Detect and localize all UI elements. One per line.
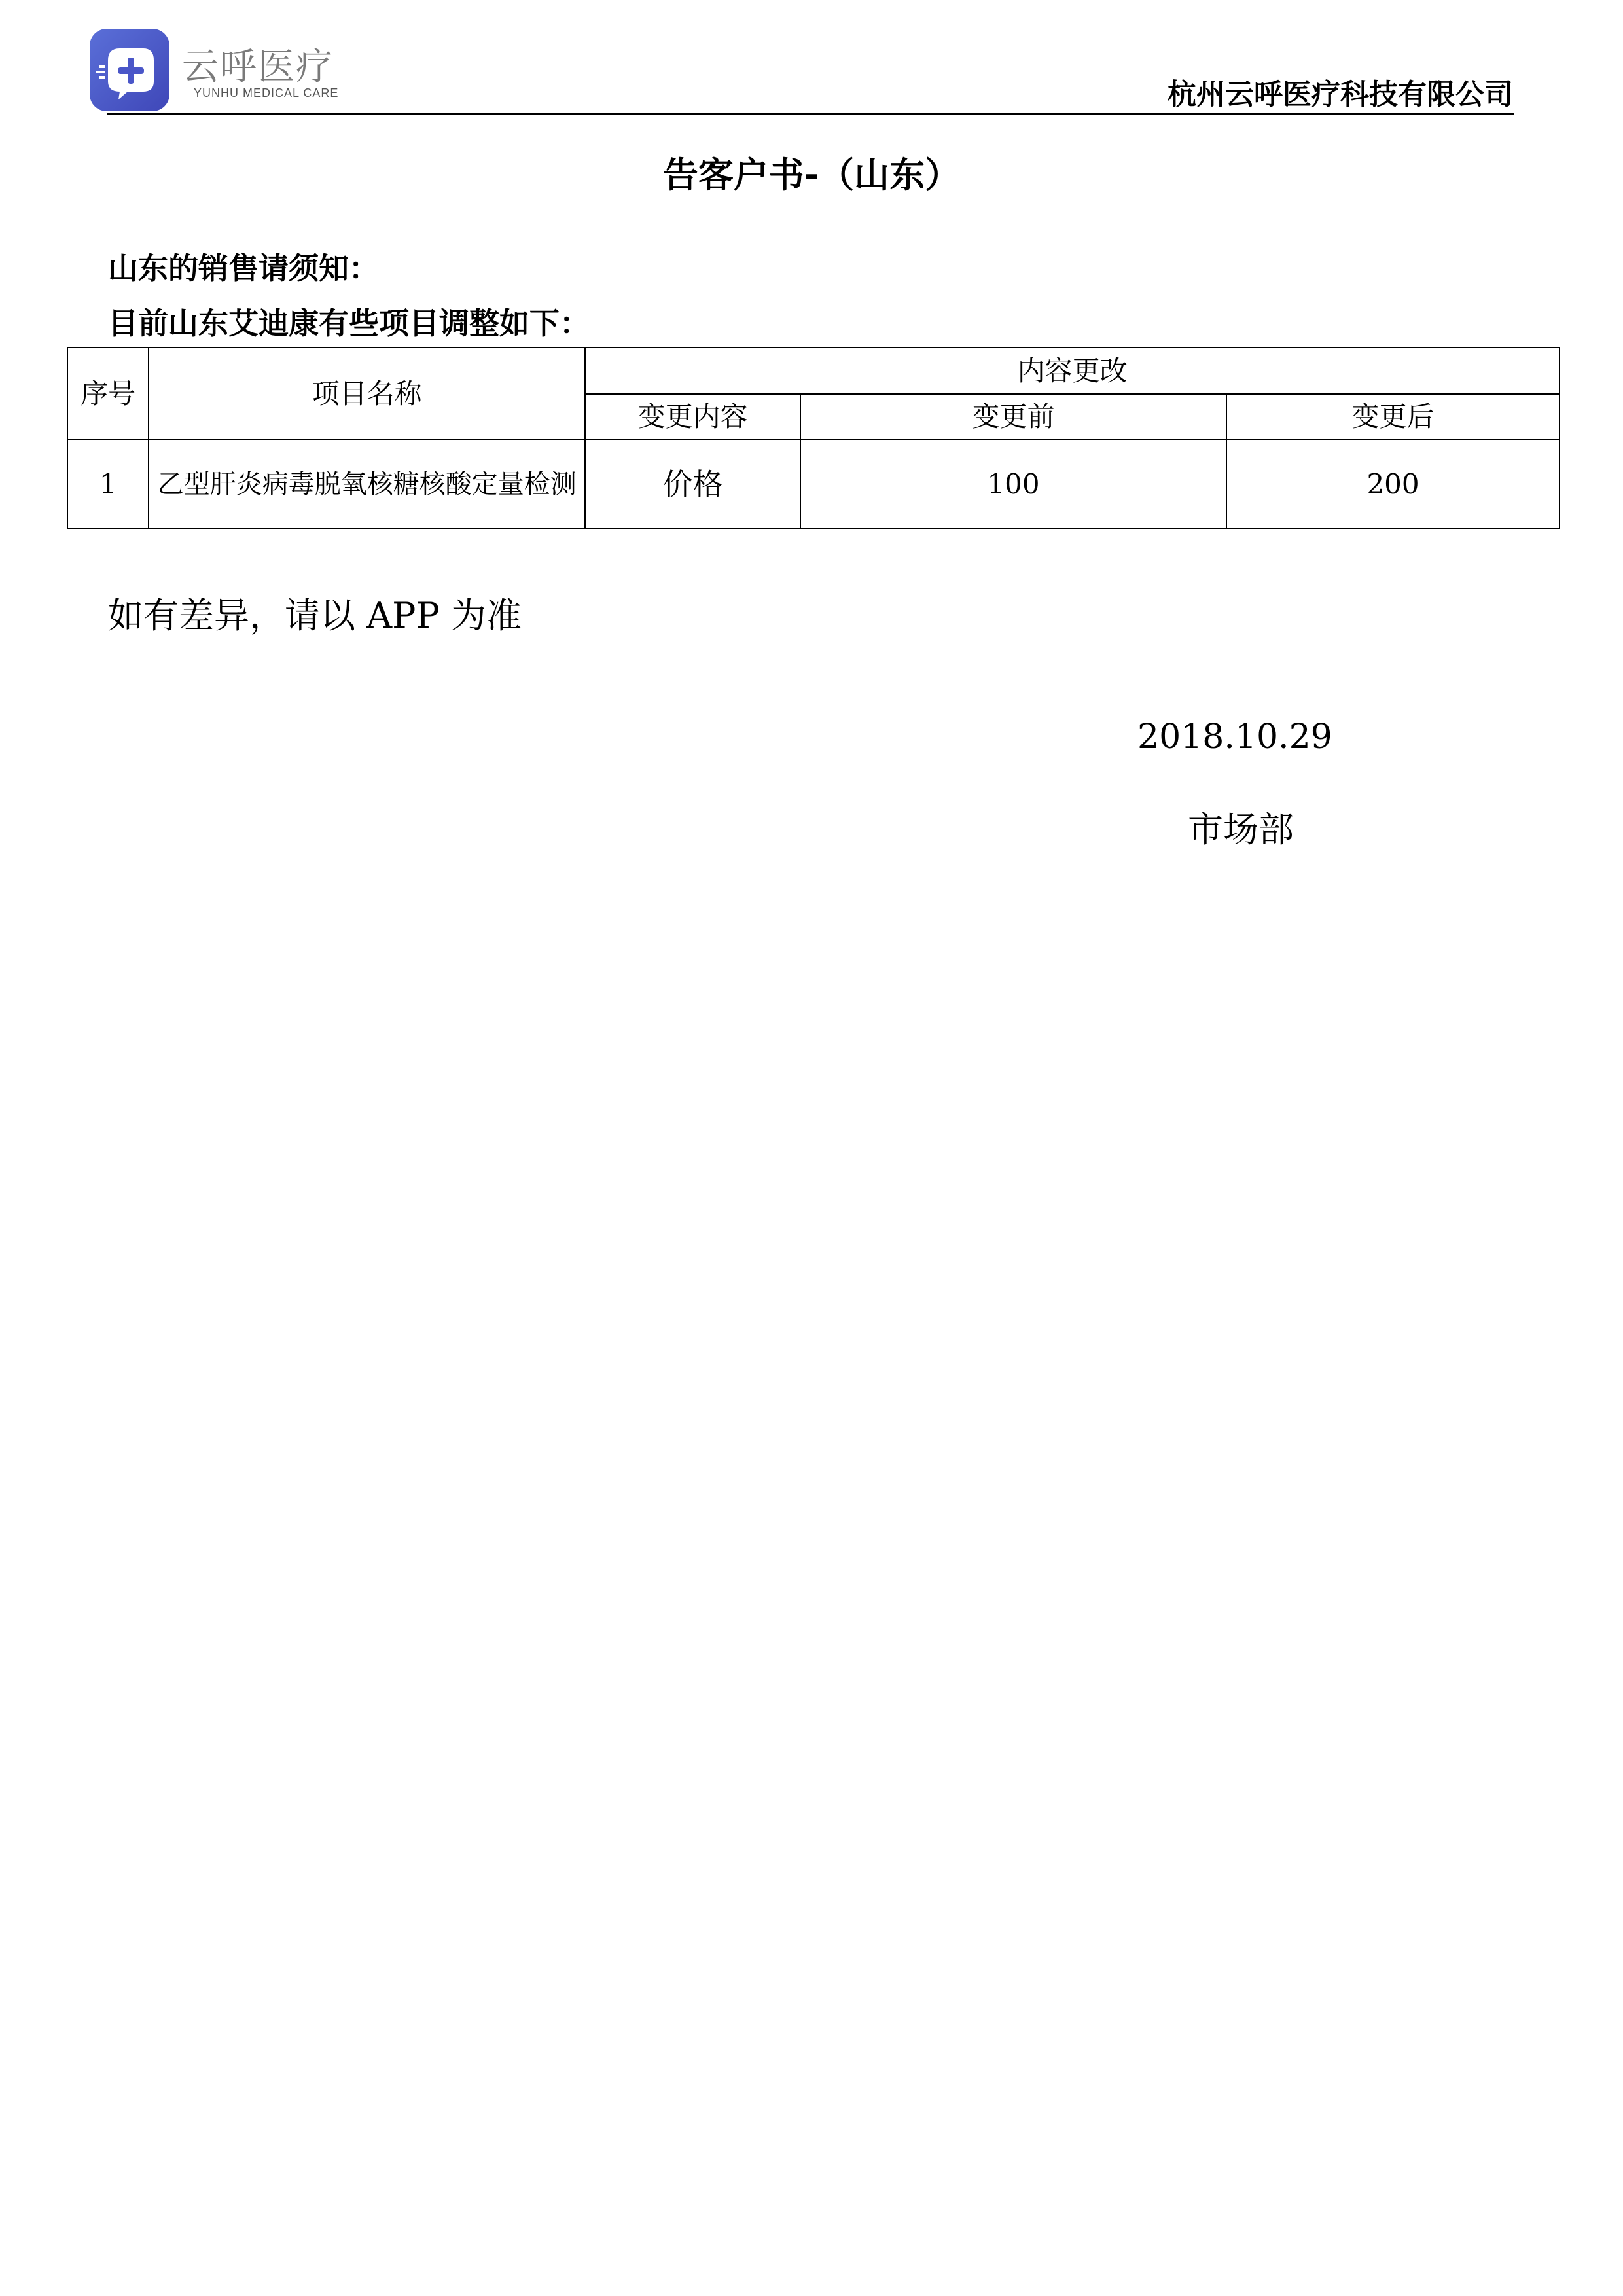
table-header-row bbox=[67, 348, 1560, 394]
header-change-field: 变更内容 bbox=[585, 394, 800, 440]
issue-date: 2018.10.29 bbox=[1137, 717, 1332, 757]
adjustment-table bbox=[67, 347, 1560, 529]
header-change-group: 内容更改 bbox=[585, 348, 1560, 394]
header-item-name: 项目名称 bbox=[149, 348, 585, 440]
table-row bbox=[67, 440, 1560, 529]
department-signature: 市场部 bbox=[1188, 809, 1294, 850]
company-name: 杭州云呼医疗科技有限公司 bbox=[1168, 78, 1513, 111]
cell-before: 100 bbox=[800, 440, 1226, 529]
cell-seq: 1 bbox=[67, 440, 149, 529]
notice-line-2: 目前山东艾迪康有些项目调整如下： bbox=[108, 306, 590, 341]
header-after: 变更后 bbox=[1226, 394, 1560, 440]
letterhead bbox=[0, 0, 1623, 124]
header-before: 变更前 bbox=[800, 394, 1226, 440]
document-title: 告客户书-（山东） bbox=[662, 154, 961, 196]
cell-change-field: 价格 bbox=[585, 440, 800, 529]
notice-line-1: 山东的销售请须知： bbox=[108, 251, 379, 286]
header-divider bbox=[107, 113, 1514, 115]
logo-wordmark-cn: 云呼医疗 bbox=[182, 46, 334, 88]
yunhu-logo-icon bbox=[90, 29, 169, 111]
remark-text: 如有差异，请以 APP 为准 bbox=[108, 595, 522, 636]
header-seq: 序号 bbox=[67, 348, 149, 440]
logo-wordmark-en: YUNHU MEDICAL CARE bbox=[194, 86, 339, 99]
cell-item-name: 乙型肝炎病毒脱氧核糖核酸定量检测 bbox=[149, 440, 585, 529]
cell-after: 200 bbox=[1226, 440, 1560, 529]
